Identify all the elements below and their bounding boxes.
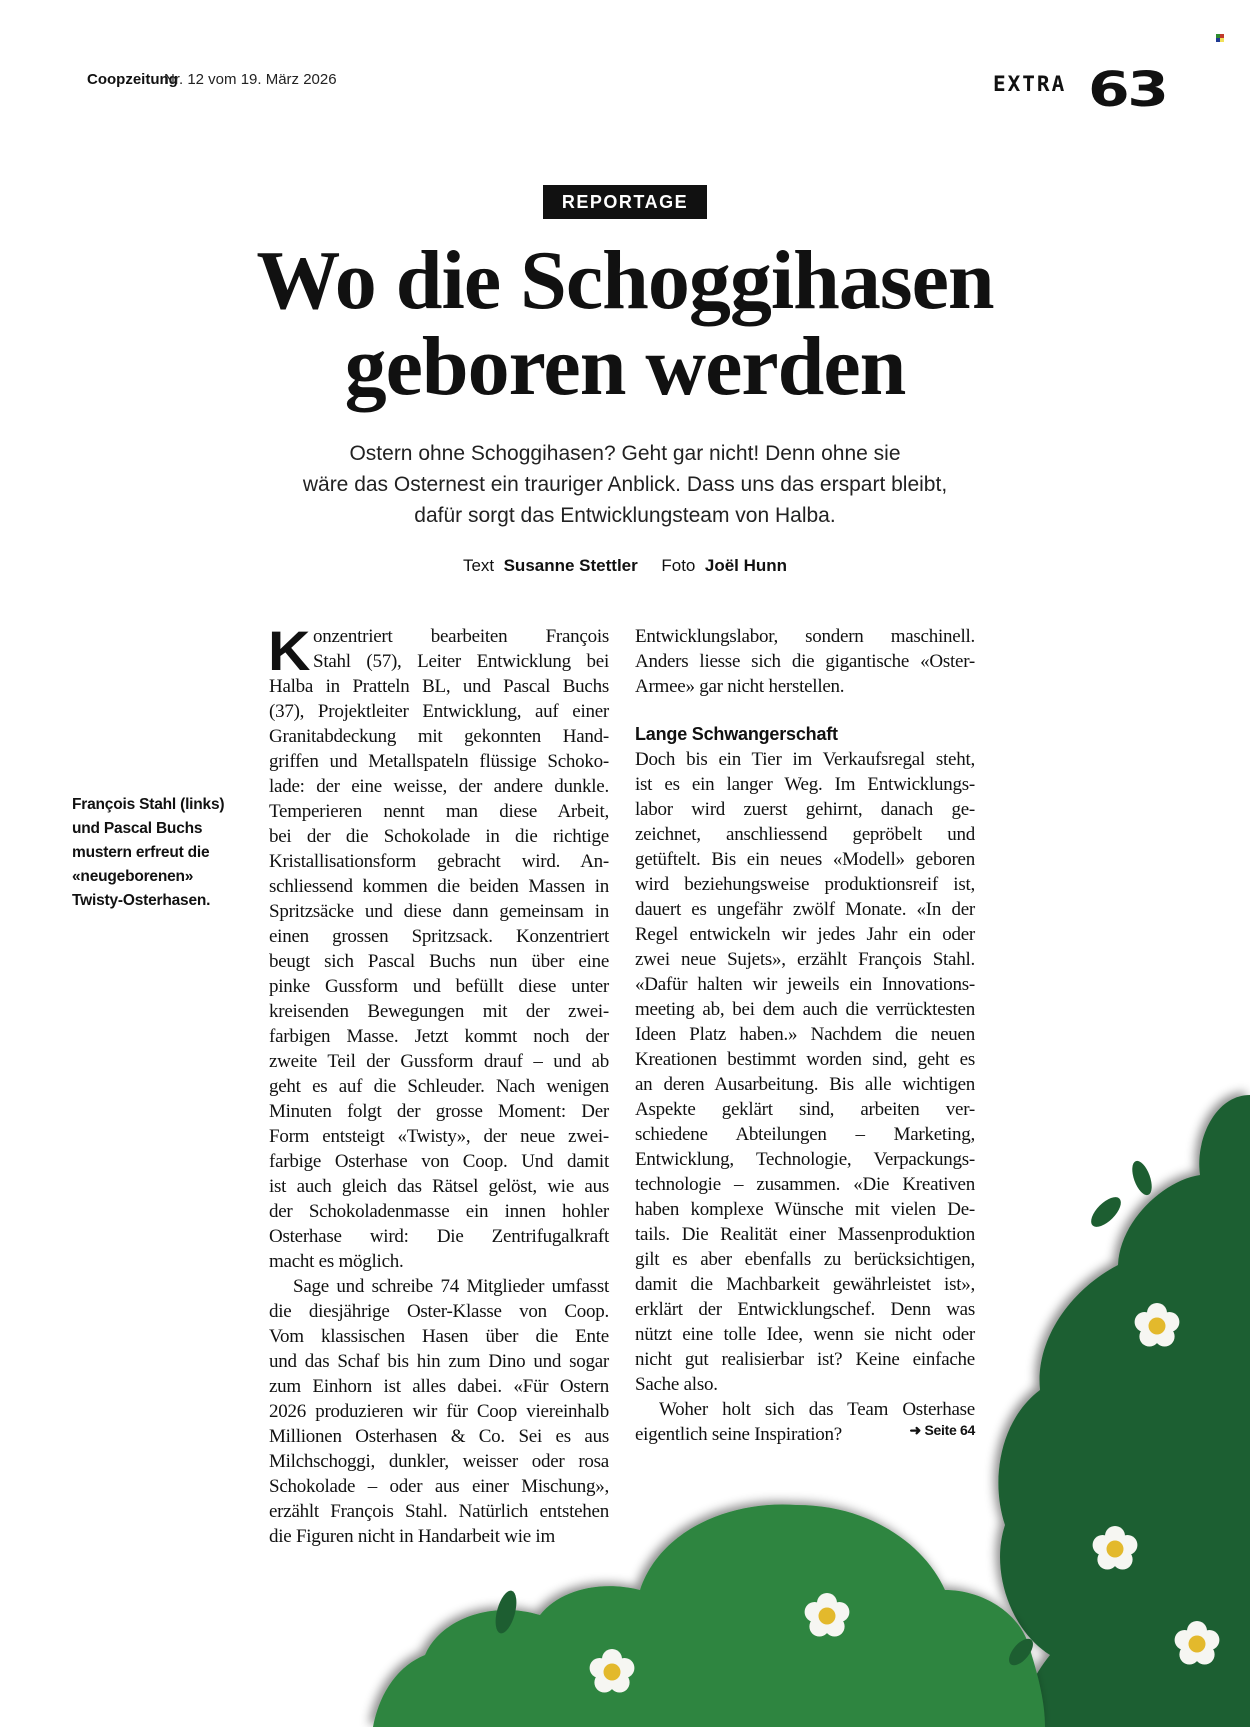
body-line: Sache also. [635, 1374, 718, 1395]
body-line: Regel entwickeln wir jedes Jahr ein oder [635, 924, 975, 945]
headline-line: Wo die Schoggihasen [256, 234, 994, 327]
body-line: nützt eine tolle Idee, wenn sie nicht oder [635, 1324, 975, 1345]
byline-author: Susanne Stettler [503, 556, 638, 575]
body-line: Stahl (57), Leiter Entwicklung bei [313, 651, 609, 672]
body-line: schliessend kommen die beiden Massen in [269, 876, 609, 897]
body-line: Kreationen bestimmt worden sind, geht es [635, 1049, 975, 1070]
body-line: Ideen Platz haben.» Nachdem die neuen [635, 1024, 975, 1045]
body-line: geht es auf die Schleuder. Nach wenigen [269, 1076, 609, 1097]
body-line: Armee» gar nicht herstellen. [635, 676, 845, 697]
body-line: einen grossen Spritzsack. Konzentriert [269, 926, 609, 947]
body-line: Schokolade – oder aus einer Mischung», [269, 1476, 609, 1497]
body-column-2 [635, 624, 975, 1447]
body-line: zweite Teil der Gussform drauf – und ab [269, 1051, 609, 1072]
body-line: gilt es aber ebenfalls zu berücksichtigen, [635, 1249, 975, 1270]
body-line: Spritzsäcke und diese dann gemeinsam in [269, 901, 609, 922]
drop-cap: K [267, 619, 311, 682]
body-line: und das Schaf bis hin zum Dino und sogar [269, 1351, 609, 1372]
body-line: tails. Die Realität einer Massenproduktion [635, 1224, 975, 1245]
byline [0, 556, 1250, 576]
body-line: Kristallisationsform gebracht wird. An- [269, 851, 609, 872]
body-line: (37), Projektleiter Entwicklung, auf einer [269, 701, 609, 722]
body-line: Halba in Pratteln BL, und Pascal Buchs [269, 676, 609, 697]
body-line: beugt sich Pascal Buchs nun über eine [269, 951, 609, 972]
body-line: kreisenden Bewegungen mit der zwei- [269, 1001, 609, 1022]
body-line: Entwicklung, Technologie, Verpackungs- [635, 1149, 975, 1170]
issue-date: Nr. 12 vom 19. März 2026 [164, 71, 337, 88]
body-line: Aspekte geklärt sind, arbeiten ver- [635, 1099, 975, 1120]
body-line: farbige Osterhase von Coop. Und damit [269, 1151, 609, 1172]
caption-line: und Pascal Buchs [72, 820, 203, 837]
continued-on-page-link[interactable]: ➜ Seite 64 [909, 1422, 975, 1438]
registration-mark-icon [1216, 34, 1224, 42]
body-line: Entwicklungslabor, sondern maschinell. [635, 626, 975, 647]
body-line: erzählt François Stahl. Natürlich entstehen [269, 1501, 609, 1522]
headline [0, 234, 1250, 413]
caption-line: mustern erfreut die [72, 844, 210, 861]
body-line: griffen und Metallspateln flüssige Schoko- [269, 751, 609, 772]
body-line: haben komplexe Wünsche mit vielen De- [635, 1199, 975, 1220]
body-line: Form entsteigt «Twisty», der neue zwei- [269, 1126, 609, 1147]
body-line: Millionen Osterhasen & Co. Sei es aus [269, 1426, 609, 1447]
body-line: die Figuren nicht in Handarbeit wie im [269, 1526, 555, 1547]
subheading: Lange Schwangerschaft [635, 724, 838, 744]
body-line: Vom klassischen Hasen über die Ente [269, 1326, 609, 1347]
body-line: «Dafür halten wir jeweils ein Innovations- [635, 974, 975, 995]
caption-line: «neugeborenen» [72, 868, 194, 885]
photo-caption [72, 793, 242, 913]
body-line: technologie – zusammen. «Die Kreativen [635, 1174, 975, 1195]
body-line: zum Einhorn ist alles dabei. «Für Ostern [269, 1376, 609, 1397]
body-line: eigentlich seine Inspiration? ➜ Seite 64 [635, 1422, 975, 1445]
body-line: meeting ab, bei dem auch die verrücktesten [635, 999, 975, 1020]
section-label: EXTRA [993, 72, 1067, 96]
body-line: Minuten folgt der grosse Moment: Der [269, 1101, 609, 1122]
body-line: lade: der eine weisse, der andere dunkle. [269, 776, 609, 797]
leaf [1128, 1158, 1155, 1197]
body-line: Anders liesse sich die gigantische «Oster- [635, 651, 975, 672]
body-line: ist auch gleich das Rätsel gelöst, wie aus [269, 1176, 609, 1197]
body-line: farbigen Masse. Jetzt kommt noch der [269, 1026, 609, 1047]
caption-line: Twisty-Osterhasen. [72, 892, 211, 909]
leaf [1086, 1192, 1126, 1232]
body-line: macht es möglich. [269, 1251, 404, 1272]
kicker-badge: REPORTAGE [543, 185, 707, 219]
body-line: die diesjährige Oster-Klasse von Coop. [269, 1301, 609, 1322]
headline-line: geboren werden [344, 320, 906, 413]
body-line: Osterhase wird: Die Zentrifugalkraft [269, 1226, 609, 1247]
body-line: damit die Machbarkeit gewährleistet ist», [635, 1274, 975, 1295]
body-line: an deren Ausarbeitung. Bis alle wichtigen [635, 1074, 975, 1095]
article-deck [0, 438, 1250, 531]
deck-line: Ostern ohne Schoggihasen? Geht gar nicht! Denn ohne sie [349, 442, 901, 465]
body-line: onzentriert bearbeiten François [313, 626, 609, 647]
publication-name: Coopzeitung [87, 71, 178, 88]
body-line: wird beziehungsweise produktionsreif ist, [635, 874, 975, 895]
caption-line: François Stahl (links) [72, 796, 225, 813]
body-line: Woher holt sich das Team Osterhase [659, 1399, 975, 1420]
body-line: 2026 produzieren wir für Coop viereinhalb [269, 1401, 609, 1422]
body-line: zwei neue Sujets», erzählt François Stahl. [635, 949, 975, 970]
deck-line: wäre das Osternest ein trauriger Anblick. Dass uns das erspart bleibt, [302, 473, 948, 496]
body-line: ist es ein langer Weg. Im Entwicklungs- [635, 774, 975, 795]
body-line: nicht gut realisierbar ist? Keine einfache [635, 1349, 975, 1370]
body-line: zeichnet, anschliessend gepröbelt und [635, 824, 975, 845]
body-line: dauert es ungefähr zwölf Monate. «In der [635, 899, 975, 920]
byline-text-label: Text [462, 556, 495, 575]
body-line: Temperieren nennt man diese Arbeit, [269, 801, 609, 822]
body-line: Granitabdeckung mit gekonnten Hand- [269, 726, 609, 747]
body-line: schiedene Abteilungen – Marketing, [635, 1124, 975, 1145]
body-line: pinke Gussform und befüllt diese unter [269, 976, 609, 997]
page-number: 63 [1088, 62, 1167, 118]
byline-photo-label: Foto [661, 556, 696, 575]
body-line: Milchschoggi, dunkler, weisser oder rosa [269, 1451, 609, 1472]
body-line: labor wird zuerst gehirnt, danach ge- [635, 799, 975, 820]
body-line: getüftelt. Bis ein neues «Modell» geboren [635, 849, 975, 870]
body-line: der Schokoladenmasse ein innen hohler [269, 1201, 609, 1222]
body-column-1 [267, 619, 609, 1549]
body-line: Doch bis ein Tier im Verkaufsregal steht, [635, 749, 975, 770]
deck-line: dafür sorgt das Entwicklungsteam von Halba. [414, 504, 836, 527]
body-line: bei der die Schokolade in die richtige [269, 826, 609, 847]
byline-photographer: Joël Hunn [704, 556, 788, 575]
body-line: Sage und schreibe 74 Mitglieder umfasst [293, 1276, 609, 1297]
body-line: erklärt der Entwicklungschef. Denn was [635, 1299, 975, 1320]
